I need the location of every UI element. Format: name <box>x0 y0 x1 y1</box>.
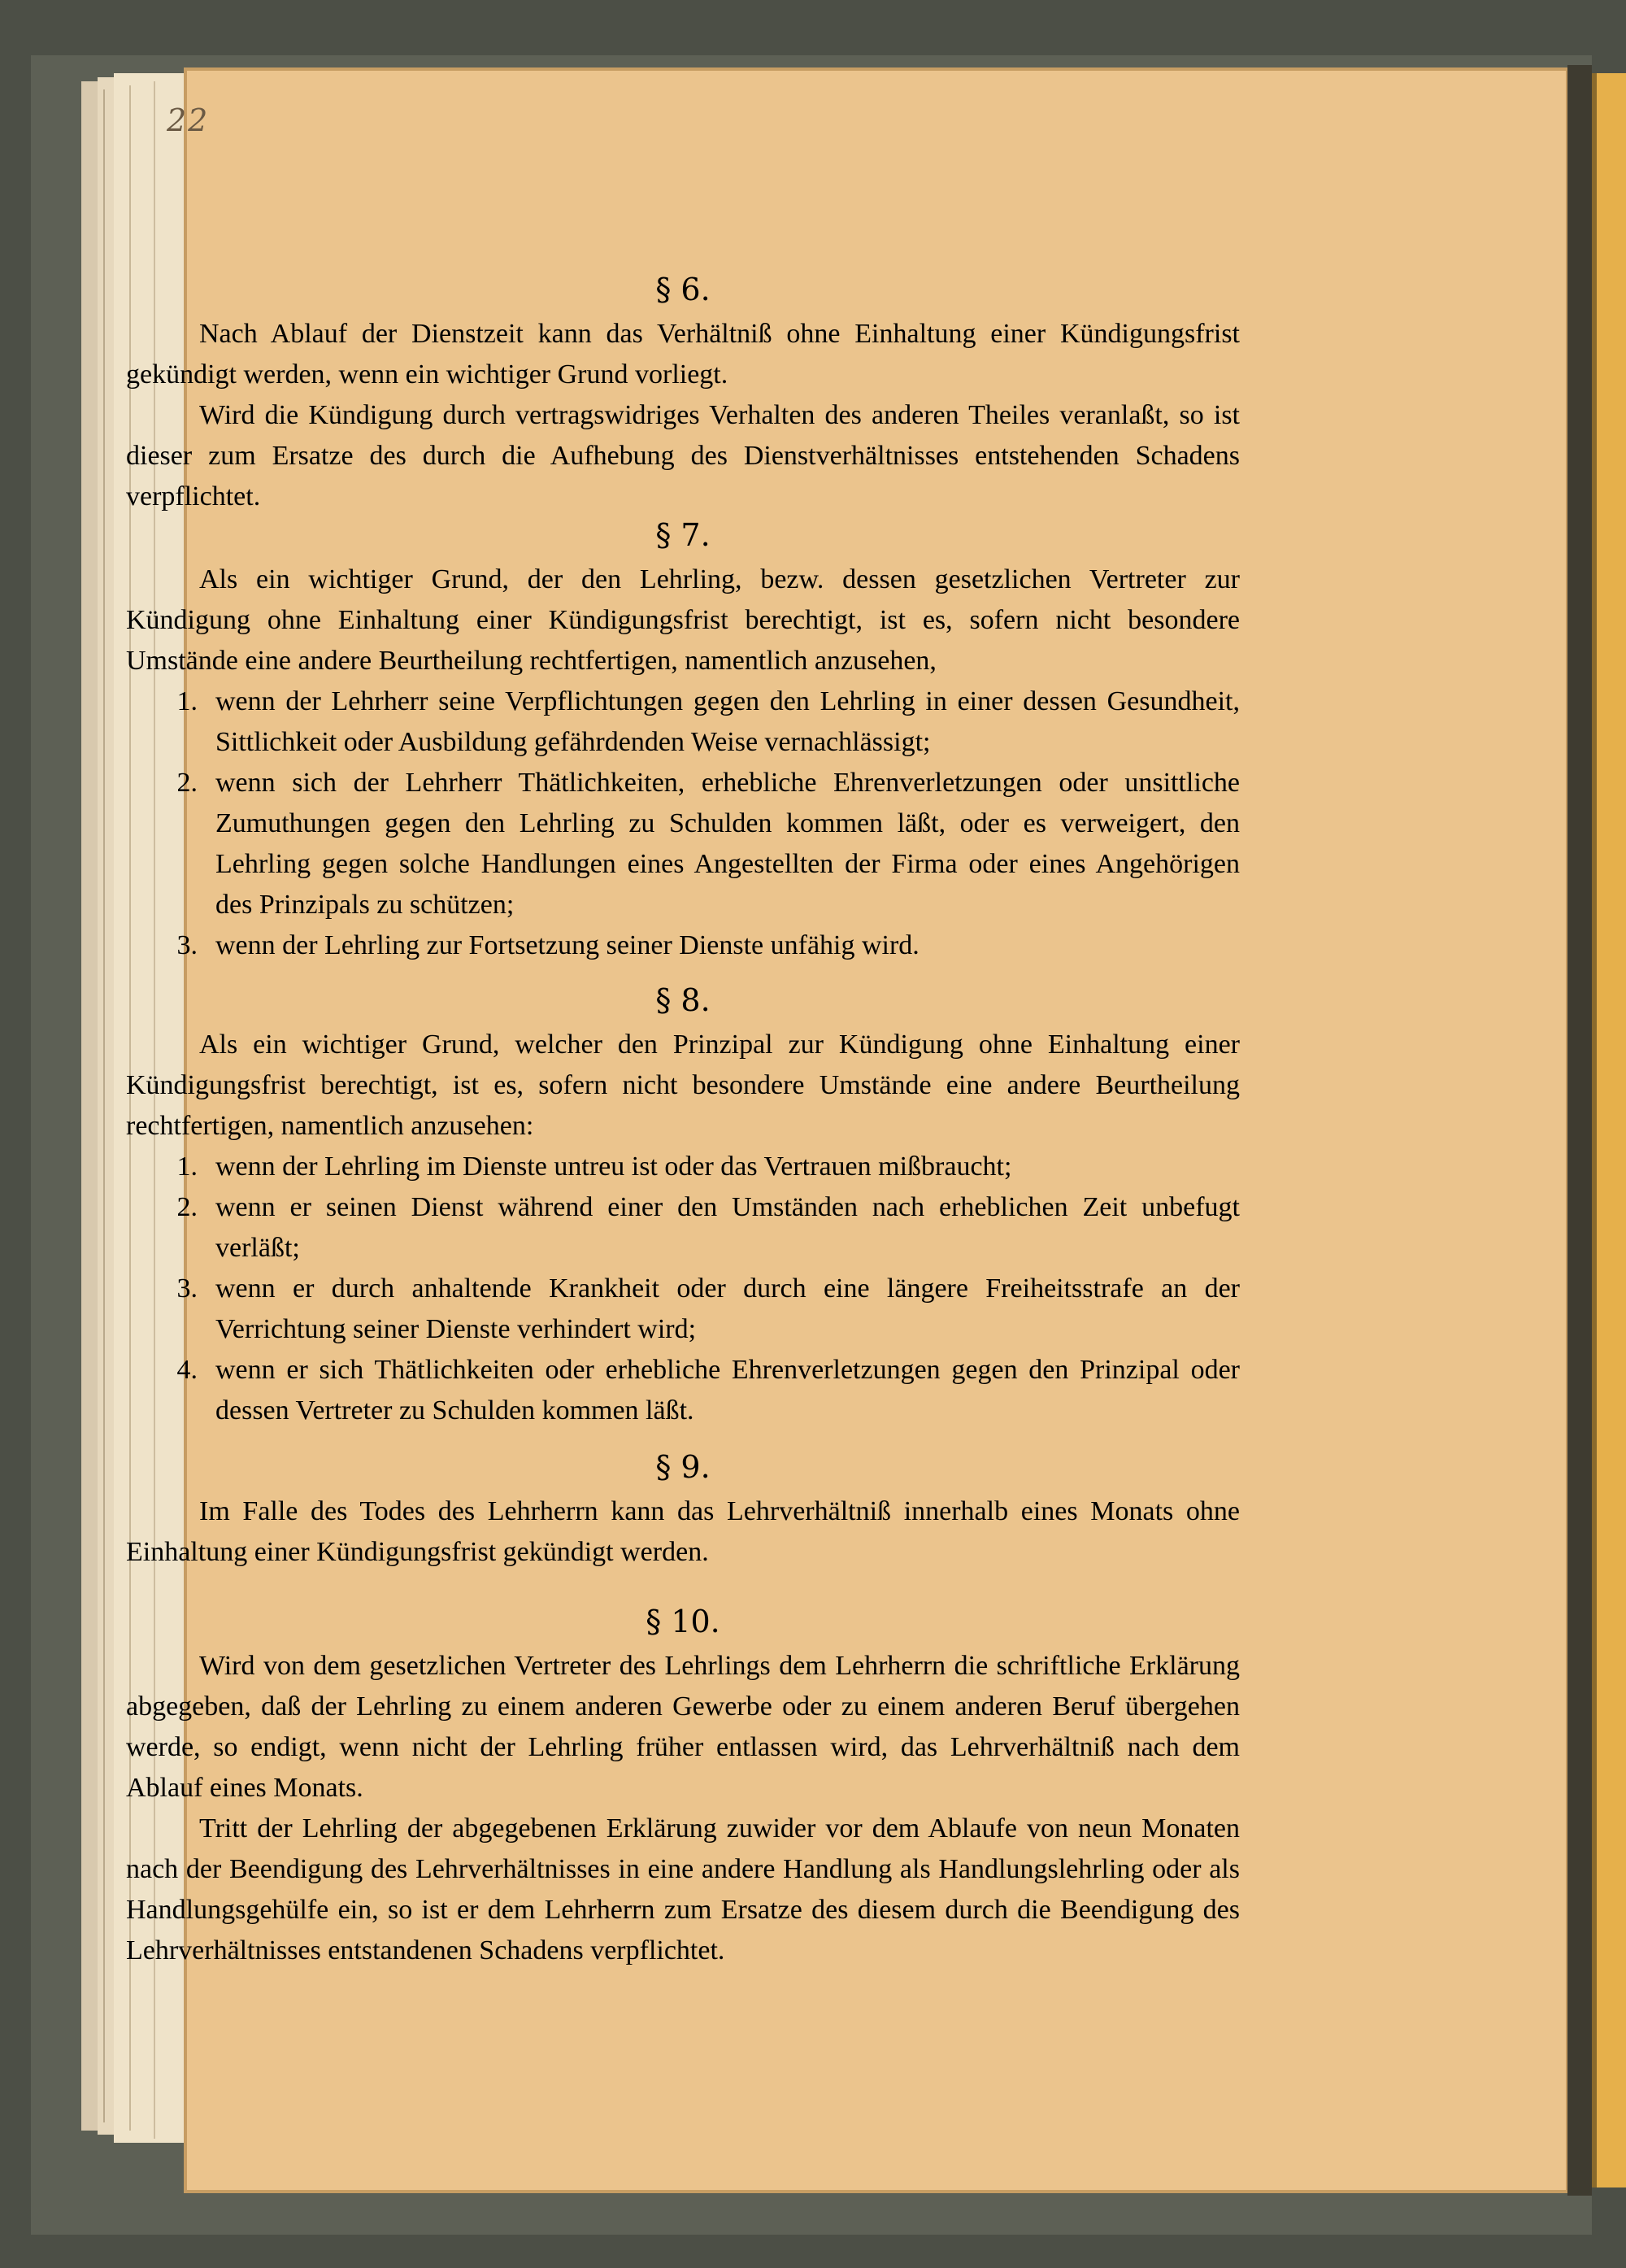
numbered-list <box>126 1147 1240 1431</box>
section-6 <box>126 268 1240 517</box>
numbered-list <box>126 681 1240 966</box>
section-intro: Als ein wichtiger Grund, der den Lehrling, bezw. dessen gesetzlichen Vertreter zur Kündigung ohne Einhaltung einer Kündigungsfrist berechtigt, ist es, sofern nicht besondere Umstände eine andere Beurtheilung rechtfertigen, namentlich anzusehen, <box>126 564 1240 676</box>
paragraph: Im Falle des Todes des Lehrherrn kann das Lehrverhältniß innerhalb eines Monats ohne Einhaltung einer Kündigungsfrist gekündigt werden. <box>126 1496 1240 1567</box>
list-item <box>126 681 1240 763</box>
item-text: wenn er durch anhaltende Krankheit oder durch eine längere Freiheitsstrafe an der Verrichtung seiner Dienste verhindert wird; <box>215 1273 1240 1344</box>
list-item <box>126 925 1240 966</box>
item-number: 1. <box>176 1151 198 1182</box>
section-heading: § 9. <box>655 1449 711 1485</box>
section-heading: § 6. <box>655 272 711 307</box>
item-number: 1. <box>176 686 198 716</box>
list-item <box>126 1187 1240 1269</box>
section-8 <box>126 979 1240 1431</box>
item-number: 3. <box>176 1273 198 1304</box>
page-number: 22 <box>167 102 210 138</box>
paragraph: Tritt der Lehrling der abgegebenen Erklärung zuwider vor dem Ablaufe von neun Monaten nach der Beendigung des Lehrverhältnisses in eine andere Handlung als Handlungslehrling oder als Handlungsgehülfe ein, so ist er dem Lehrherrn zum Ersatze des diesem durch die Beendigung des Lehrverhältnisses entstandenen Schadens verpflichtet. <box>126 1813 1240 1965</box>
item-text: wenn sich der Lehrherr Thätlichkeiten, erhebliche Ehrenverletzungen oder unsittliche Zumuthungen gegen den Lehrling zu Schulden kommen läßt, oder es verweigert, den Lehrling gegen solche Handlungen eines Angestellten der Firma oder eines Angehörigen des Prinzipals zu schützen; <box>215 768 1240 920</box>
section-heading: § 8. <box>655 982 711 1018</box>
section-9 <box>126 1446 1240 1573</box>
list-item <box>126 763 1240 925</box>
list-item <box>126 1269 1240 1350</box>
item-text: wenn der Lehrherr seine Verpflichtungen gegen den Lehrling in einer dessen Gesundheit, Sittlichkeit oder Ausbildung gefährdenden Weise vernachlässigt; <box>215 686 1240 757</box>
item-number: 4. <box>176 1355 198 1385</box>
item-number: 2. <box>176 768 198 798</box>
item-number: 3. <box>176 930 198 960</box>
item-number: 2. <box>176 1192 198 1222</box>
paragraph: Wird von dem gesetzlichen Vertreter des Lehrlings dem Lehrherrn die schriftliche Erklärung abgegeben, daß der Lehrling zu einem anderen Gewerbe oder zu einem anderen Beruf übergehen werde, so endigt, wenn nicht der Lehrling früher entlassen wird, das Lehrverhältniß nach dem Ablauf eines Monats. <box>126 1651 1240 1803</box>
section-7 <box>126 514 1240 966</box>
section-intro: Als ein wichtiger Grund, welcher den Prinzipal zur Kündigung ohne Einhaltung einer Kündigungsfrist berechtigt, ist es, sofern nicht besondere Umstände eine andere Beurtheilung rechtfertigen, namentlich anzusehen: <box>126 1030 1240 1141</box>
item-text: wenn der Lehrling zur Fortsetzung seiner Dienste unfähig wird. <box>215 930 920 960</box>
section-heading: § 10. <box>646 1604 720 1639</box>
paragraph: Nach Ablauf der Dienstzeit kann das Verhältniß ohne Einhaltung einer Kündigungsfrist gekündigt werden, wenn ein wichtiger Grund vorliegt. <box>126 319 1240 390</box>
item-text: wenn er sich Thätlichkeiten oder erhebliche Ehrenverletzungen gegen den Prinzipal oder dessen Vertreter zu Schulden kommen läßt. <box>215 1355 1240 1426</box>
section-heading: § 7. <box>655 517 711 553</box>
item-text: wenn der Lehrling im Dienste untreu ist oder das Vertrauen mißbraucht; <box>215 1151 1012 1182</box>
paragraph: Wird die Kündigung durch vertragswidriges Verhalten des anderen Theiles veranlaßt, so ist dieser zum Ersatze des durch die Aufhebung des Dienstverhältnisses entstehenden Schadens verpflichtet. <box>126 400 1240 511</box>
list-item <box>126 1350 1240 1431</box>
section-10 <box>126 1600 1240 1971</box>
item-text: wenn er seinen Dienst während einer den Umständen nach erheblichen Zeit unbefugt verläßt; <box>215 1192 1240 1263</box>
list-item <box>126 1147 1240 1187</box>
